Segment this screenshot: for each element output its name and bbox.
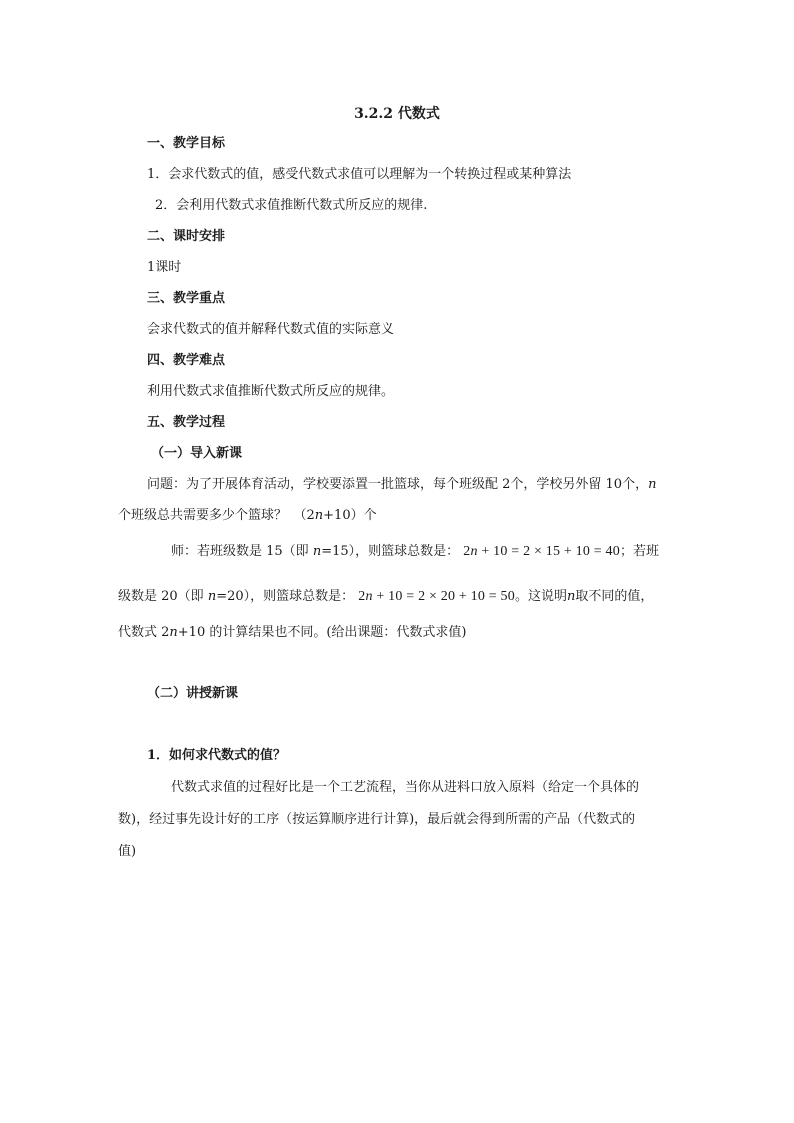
teacher-text-c: ；若班: [619, 544, 659, 559]
eq-coefficient: 2: [463, 544, 471, 559]
equation-15: [463, 544, 620, 559]
cont-text-a: 级数是 20（即: [118, 589, 208, 604]
teacher-line: [171, 543, 659, 561]
problem-line-1: [147, 476, 656, 494]
problem-text-a: 问题：为了开展体育活动，学校要添置一批篮球，每个班级配 2个，学校另外留 10个，: [147, 477, 649, 492]
cont-text-d: 取不同的值，: [575, 589, 654, 604]
variable-n: n: [312, 544, 322, 559]
page-title: 3.2.2 代数式: [354, 106, 440, 122]
teacher-text-b: =15），则篮球总数是：: [321, 544, 460, 559]
continuation-line: [118, 588, 653, 606]
section-heading-objectives: 一、教学目标: [147, 136, 226, 151]
variable-n: n: [648, 477, 657, 492]
cont-text-b: =20），则篮球总数是：: [216, 589, 355, 604]
section-heading-key-points: 三、教学重点: [147, 291, 226, 306]
section-heading-schedule: 二、课时安排: [147, 229, 226, 244]
paragraph-line-3: 值): [118, 844, 137, 859]
subsection-heading-new-lesson: （二）讲授新课: [147, 686, 239, 701]
cont-text-c: 。这说明: [514, 589, 567, 604]
objective-item-2: 2．会利用代数式求值推断代数式所反应的规律.: [155, 198, 428, 213]
paragraph-line-2: 数)，经过事先设计好的工序（按运算顺序进行计算)，最后就会得到所需的产品（代数式的: [118, 812, 636, 827]
equation-20: [358, 589, 515, 604]
variable-n: n: [207, 589, 217, 604]
key-points-text: 会求代数式的值并解释代数式值的实际意义: [147, 322, 395, 337]
problem-text-b: 个班级总共需要多少个篮球？ （2: [118, 508, 315, 523]
eq-variable-n: n: [365, 589, 373, 604]
problem-line-2: [118, 507, 377, 525]
variable-n: n: [314, 508, 324, 523]
concl-text-b: +10 的计算结果也不同。(给出课题：代数式求值): [177, 625, 467, 640]
question-1-heading: 1．如何求代数式的值？: [147, 748, 287, 763]
difficulties-text: 利用代数式求值推断代数式所反应的规律。: [147, 384, 395, 399]
paragraph-line-1: 代数式求值的过程好比是一个工艺流程，当你从进料口放入原料（给定一个具体的: [171, 780, 640, 795]
section-heading-difficulties: 四、教学难点: [147, 353, 226, 368]
eq-rest: + 10 = 2 × 20 + 10 = 50: [372, 589, 515, 604]
eq-rest: + 10 = 2 × 15 + 10 = 40: [477, 544, 620, 559]
concl-text-a: 代数式 2: [118, 625, 170, 640]
objective-item-1: 1．会求代数式的值，感受代数式求值可以理解为一个转换过程或某种算法: [147, 167, 572, 182]
eq-coefficient: 2: [358, 589, 366, 604]
conclusion-line: [118, 624, 467, 642]
variable-n: n: [566, 589, 576, 604]
problem-text-b-end: +10）个: [323, 508, 377, 523]
subsection-heading-intro: （一）导入新课: [151, 446, 243, 461]
schedule-text: 1课时: [147, 260, 182, 275]
eq-variable-n: n: [470, 544, 478, 559]
variable-n: n: [169, 625, 178, 640]
teacher-text-a: 师：若班级数是 15（即: [171, 544, 313, 559]
section-heading-process: 五、教学过程: [147, 415, 226, 430]
